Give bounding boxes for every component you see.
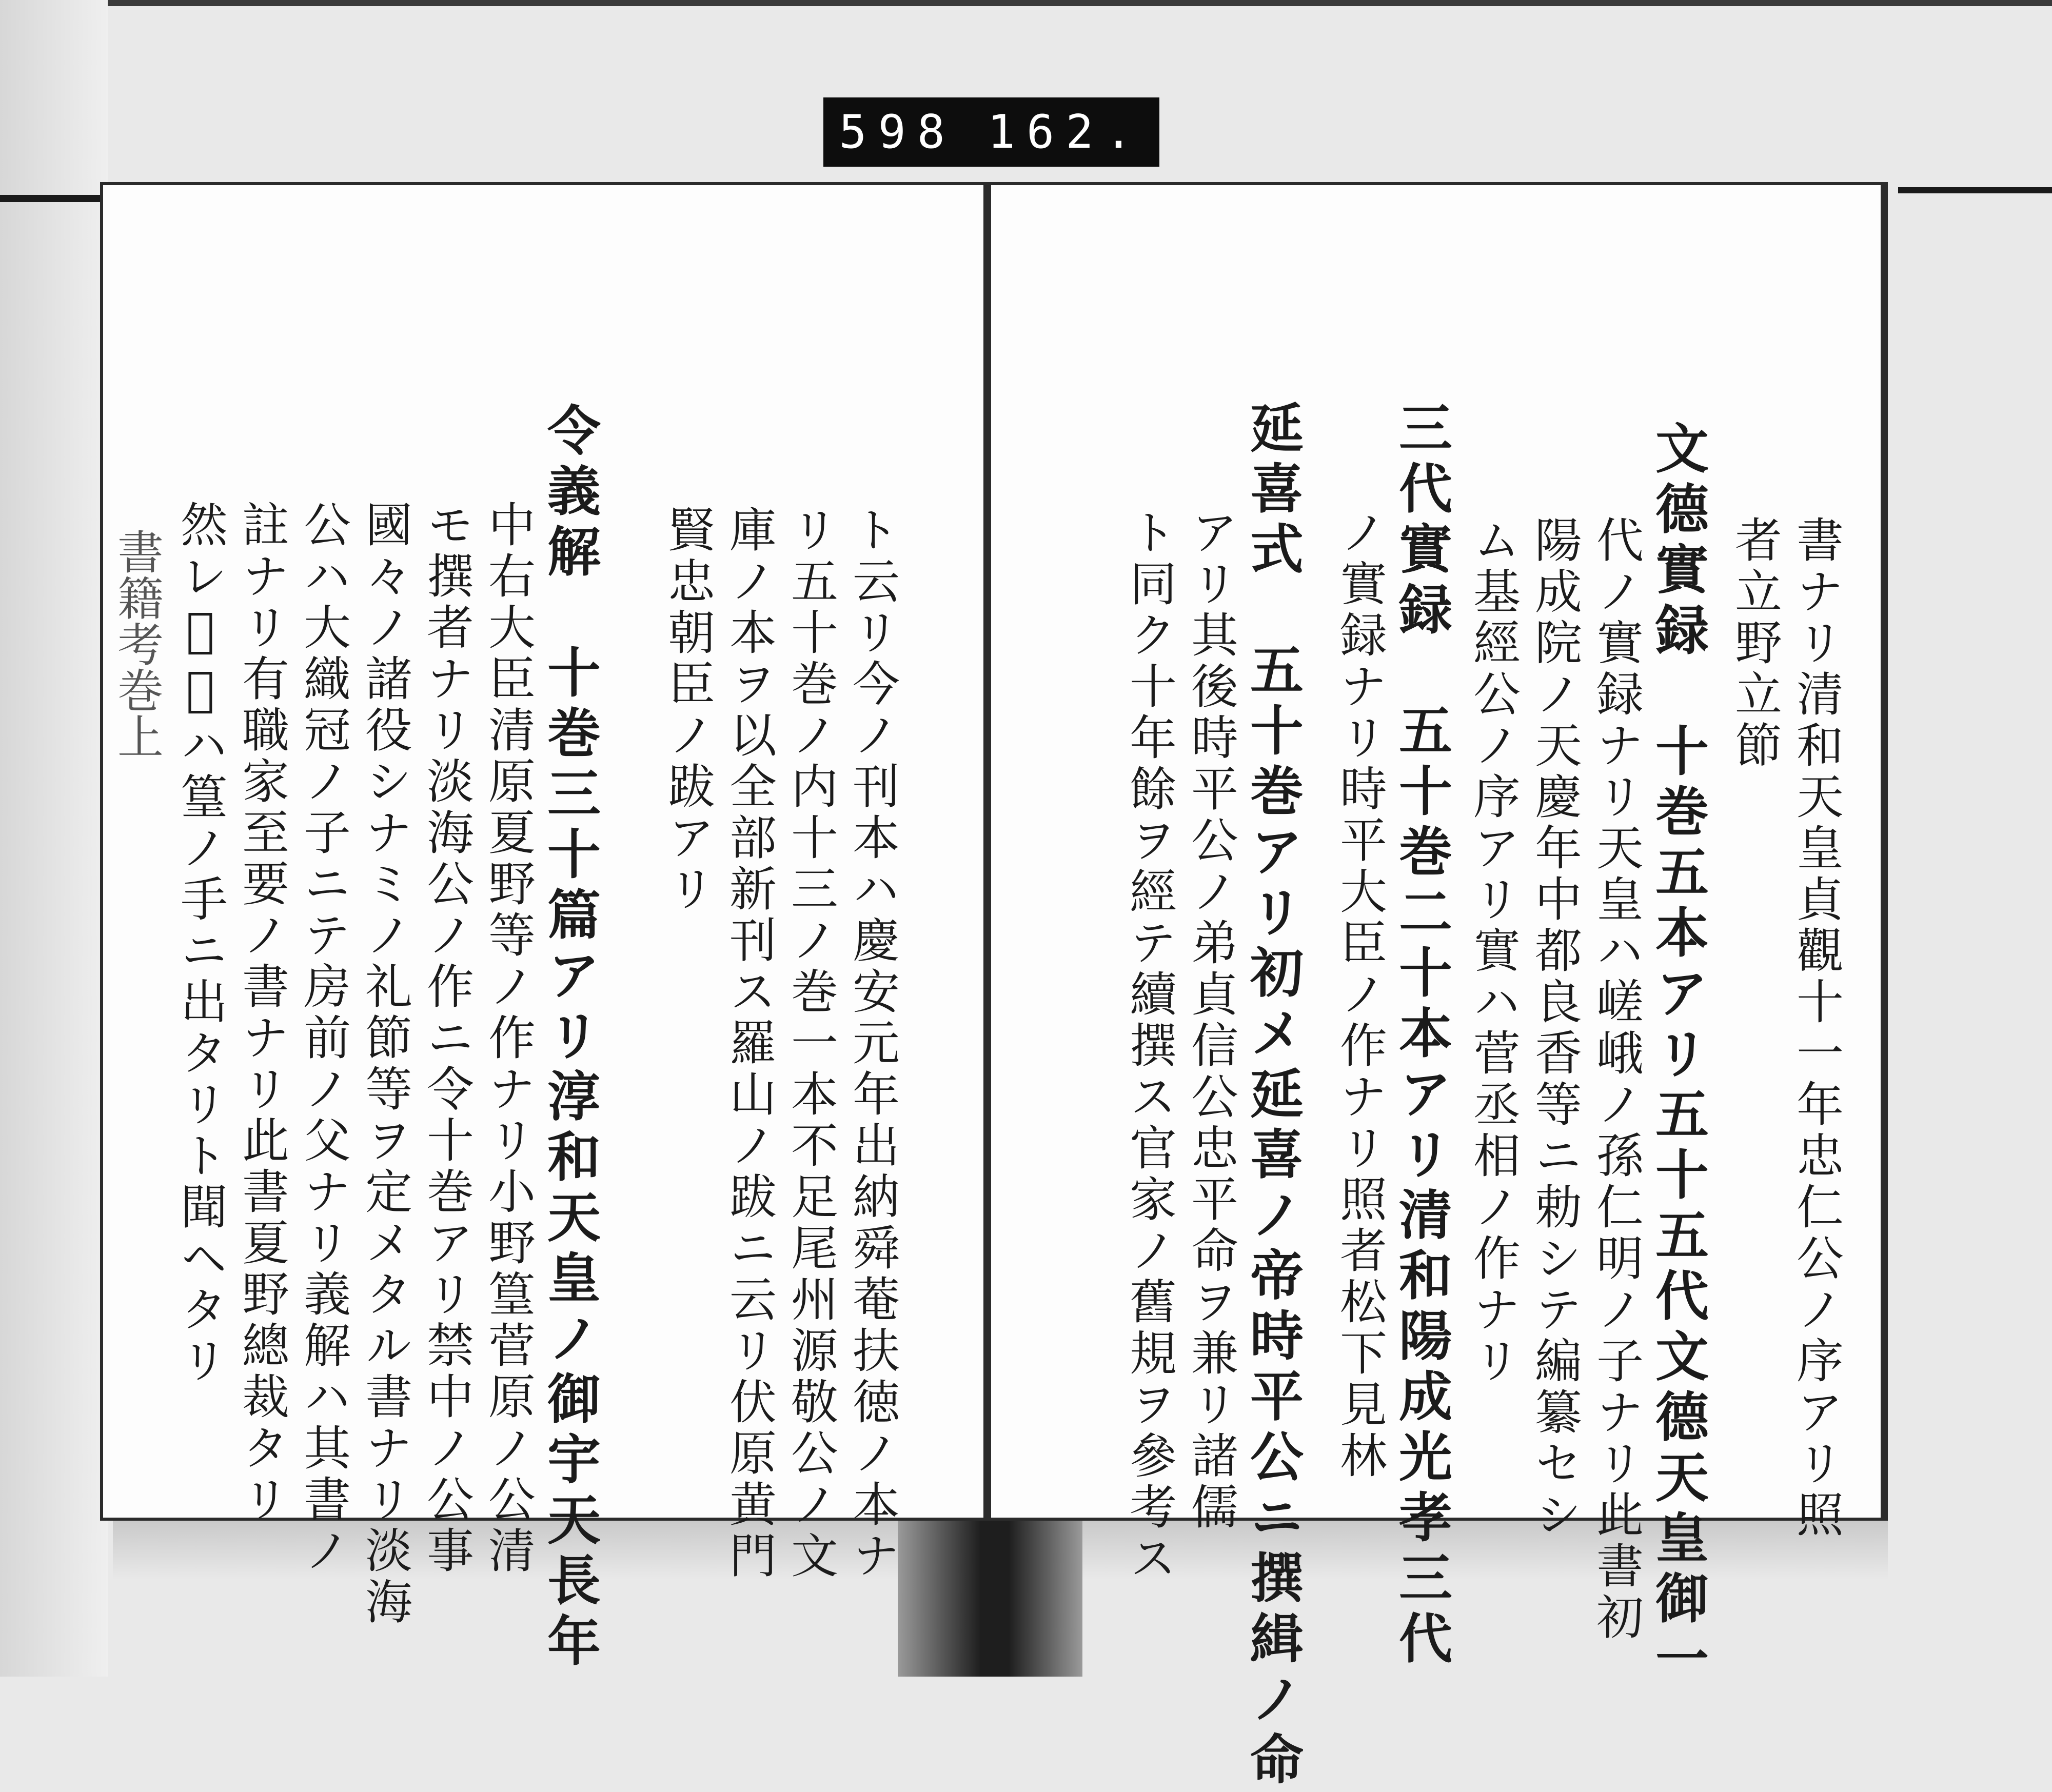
binding-gutter-shadow — [898, 1508, 1082, 1677]
frame-left-number: 598 — [839, 105, 956, 159]
right-col-8: ノ實録ナリ時平大臣ノ作ナリ照者松下見林 — [1332, 508, 1387, 1482]
right-col-11: ト同ク十年餘ヲ經テ續撰ス官家ノ舊規ヲ參考ス — [1122, 508, 1177, 1585]
scan-frame-label — [823, 97, 1159, 167]
left-col-6: 中右大臣清原夏野等ノ作ナリ小野篁菅原ノ公清 — [481, 500, 536, 1577]
left-col-11: 然レ𪜈多ハ篁ノ手ニ出タリト聞ヘタリ — [173, 500, 228, 1387]
ruler-line-right — [1898, 187, 2052, 193]
right-section-heading-montoku: 文德實録 十巻五本アリ五十五代文德天皇御一 — [1646, 421, 1709, 1691]
right-section-heading-sandai: 三代實録 五十巻二十本アリ清和陽成光孝三代 — [1390, 400, 1453, 1671]
left-col-3: 庫ノ本ヲ以全部新刊ス羅山ノ跋ニ云リ伏原黄門 — [722, 505, 777, 1582]
left-col-2: リ五十巻ノ内十三ノ巻一本不足尾州源敬公ノ文 — [783, 505, 838, 1582]
left-col-9: 公ハ大織冠ノ子ニテ房前ノ父ナリ義解ハ其書ノ — [296, 500, 351, 1577]
left-col-10: 註ナリ有職家至要ノ書ナリ此書夏野總裁タリ — [234, 500, 289, 1526]
frame-right-number: 162. — [987, 105, 1144, 159]
ruler-line-left — [0, 195, 105, 202]
right-col-1: 書ナリ清和天皇貞觀十一年忠仁公ノ序アリ照 — [1789, 515, 1844, 1541]
left-col-4: 賢忠朝臣ノ跋アリ — [660, 505, 715, 915]
scan-top-edge — [0, 0, 2052, 6]
left-col-7: モ撰者ナリ淡海公ノ作ニ令十巻アリ禁中ノ公事 — [419, 500, 474, 1577]
right-col-4: 代ノ實録ナリ天皇ハ嵯峨ノ孫仁明ノ子ナリ此書初 — [1589, 515, 1644, 1644]
left-col-1: ト云リ今ノ刊本ハ慶安元年出納舜菴扶徳ノ本ナ — [845, 505, 900, 1582]
right-col-5: 陽成院ノ天慶年中都良香等ニ勅シテ編纂セシ — [1527, 515, 1582, 1541]
right-section-heading-engishiki: 延喜式 五十巻アリ初メ延喜ノ帝時平公ニ撰緝ノ命 — [1241, 400, 1304, 1792]
left-margin-title: 書籍考巻上 — [109, 528, 163, 759]
right-col-10: アリ其後時平公ノ弟貞信公忠平命ヲ兼リ諸儒 — [1183, 508, 1238, 1534]
left-section-heading-ryogige: 令義解 十巻三十篇アリ淳和天皇ノ御宇天長年 — [538, 403, 601, 1674]
right-col-6: ム基經公ノ序アリ實ハ菅丞相ノ作ナリ — [1466, 515, 1521, 1387]
left-col-8: 國々ノ諸役シナミノ礼節等ヲ定メタル書ナリ淡海 — [358, 500, 412, 1628]
adjacent-page-edge — [0, 0, 108, 1677]
right-col-2: 者立野立節 — [1727, 515, 1782, 772]
